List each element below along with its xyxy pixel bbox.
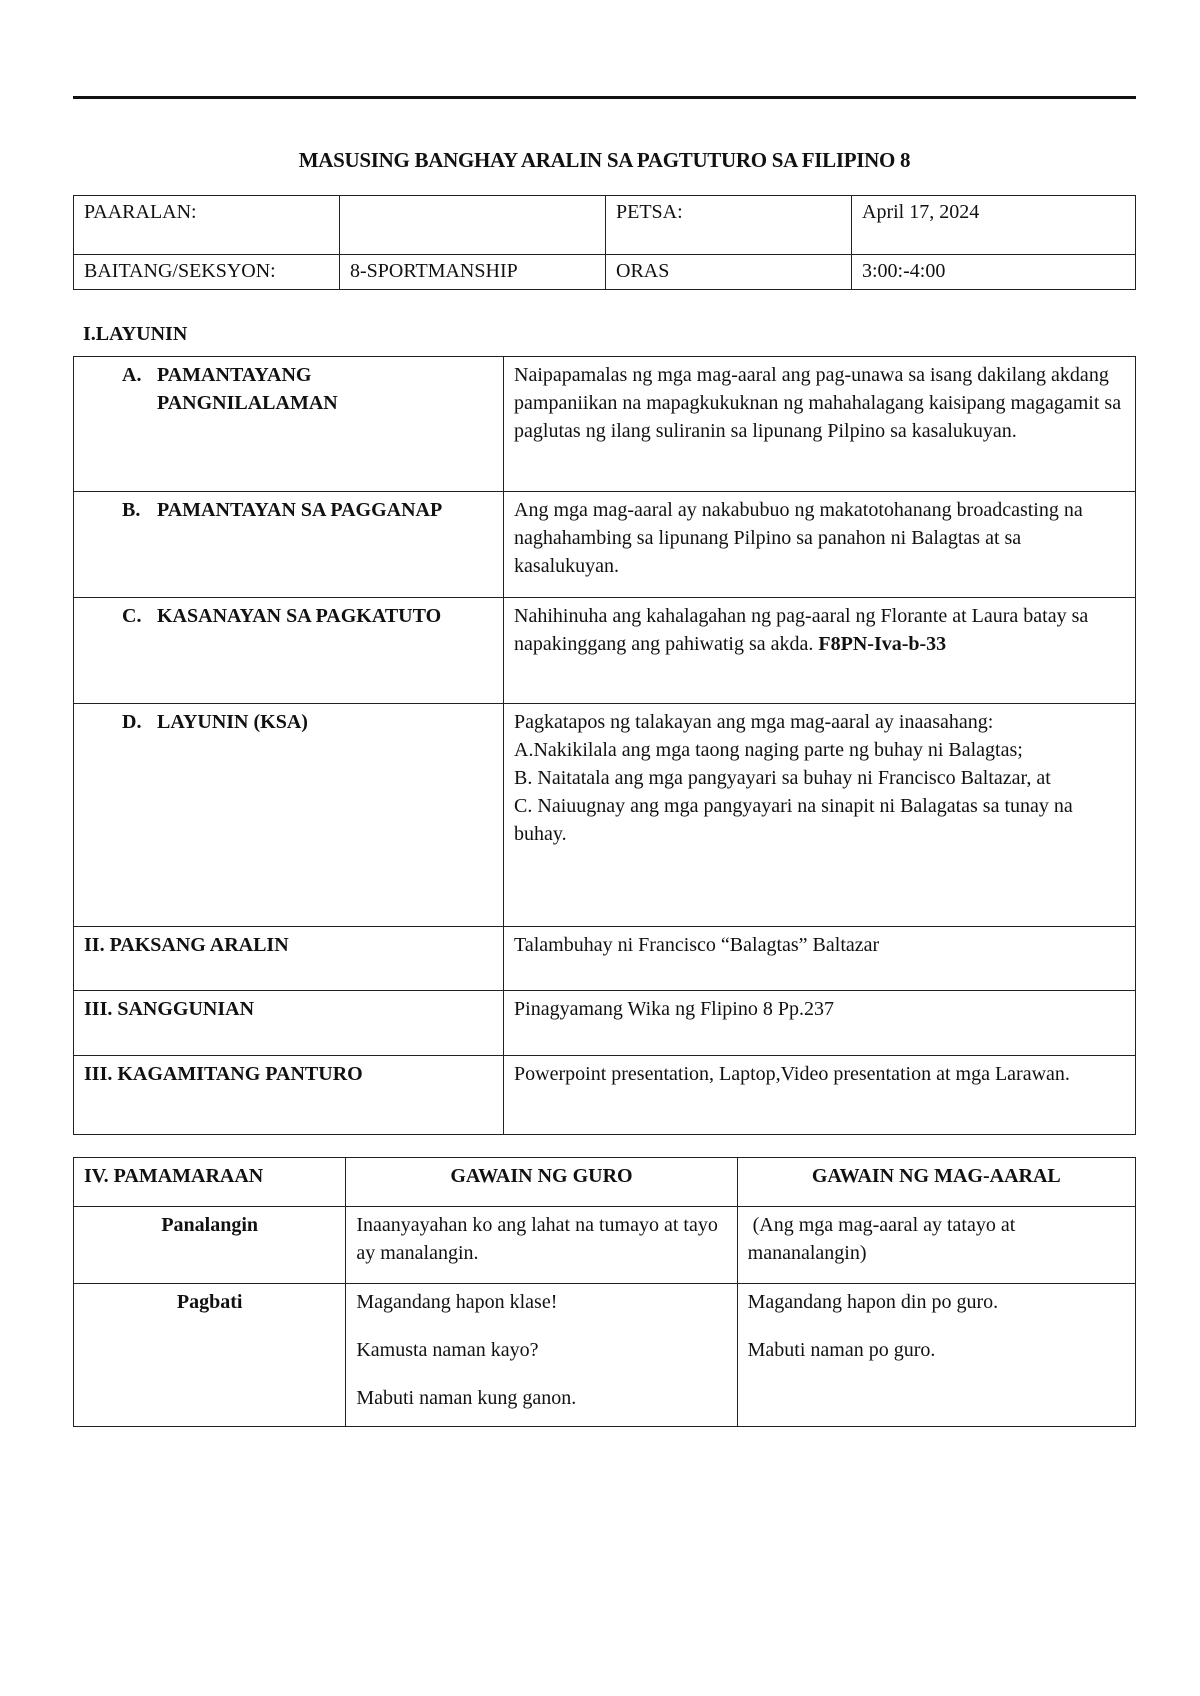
date-value: April 17, 2024 [852, 196, 1136, 255]
objective-row [74, 492, 1136, 598]
student-line: Mabuti naman po guro. [747, 1339, 936, 1361]
row-value: Pinagyamang Wika ng Flipino 8 Pp.237 [504, 991, 1136, 1056]
objective-letter: A. [122, 364, 142, 386]
objectives-table [73, 356, 1136, 1135]
objective-letter: D. [122, 711, 142, 733]
objective-text: Naipapamalas ng mga mag-aaral ang pag-unawa sa isang dakilang akdang pampaniikan na mapagkukuknan ng mahahalagang kaisipang magagamit sa paglutas ng ilang suliranin sa lipunang Pilpino sa kasalukuyan. [504, 357, 1136, 492]
objective-letter: B. [122, 499, 141, 521]
info-table [73, 195, 1136, 290]
school-label: PAARALAN: [74, 196, 340, 255]
student-line: (Ang mga mag-aaral ay tatayo at mananalangin) [747, 1214, 1021, 1264]
teacher-line: Mabuti naman kung ganon. [356, 1387, 577, 1409]
date-label: PETSA: [606, 196, 852, 255]
top-rule [73, 96, 1136, 99]
ksa-item: A.Nakikilala ang mga taong naging parte ng buhay ni Balagtas; [514, 739, 1023, 761]
row-label: II. PAKSANG ARALIN [74, 927, 504, 991]
objective-row [74, 598, 1136, 704]
time-label: ORAS [606, 255, 852, 290]
step-label: Pagbati [74, 1284, 346, 1427]
header-gawain-mag-aaral: GAWAIN NG MAG-AARAL [737, 1158, 1135, 1207]
teacher-line: Kamusta naman kayo? [356, 1339, 539, 1361]
procedure-header-row [74, 1158, 1136, 1207]
objective-text: Ang mga mag-aaral ay nakabubuo ng makatotohanang broadcasting na naghahambing sa lipunang Pilpino sa panahon ni Balagtas at sa kasalukuyan. [504, 492, 1136, 598]
ksa-item: C. Naiuugnay ang mga pangyayari na sinapit ni Balagatas sa tunay na buhay. [514, 795, 1073, 845]
teacher-line: Inaanyayahan ko ang lahat na tumayo at tayo ay manalangin. [356, 1214, 718, 1264]
ksa-item: B. Naitatala ang mga pangyayari sa buhay ni Francisco Baltazar, at [514, 767, 1051, 789]
row-value: Powerpoint presentation, Laptop,Video presentation at mga Larawan. [504, 1056, 1136, 1135]
teacher-line: Magandang hapon klase! [356, 1291, 558, 1313]
grade-value: 8-SPORTMANSHIP [340, 255, 606, 290]
step-label: Panalangin [74, 1207, 346, 1284]
time-value: 3:00:-4:00 [852, 255, 1136, 290]
section-layunin: I.LAYUNIN [83, 323, 188, 345]
row-label: III. KAGAMITANG PANTURO [74, 1056, 504, 1135]
objective-row [74, 704, 1136, 927]
objective-label: KASANAYAN SA PAGKATUTO [157, 605, 442, 627]
document-title: MASUSING BANGHAY ARALIN SA PAGTUTURO SA FILIPINO 8 [298, 148, 911, 172]
objective-text: Nahihinuha ang kahalagahan ng pag-aaral ng Florante at Laura batay sa napakinggang ang pahiwatig sa akda. [514, 605, 1089, 655]
student-line: Magandang hapon din po guro. [747, 1291, 999, 1313]
procedure-table [73, 1157, 1136, 1427]
objective-label: PAMANTAYAN SA PAGGANAP [157, 499, 443, 521]
row-value: Talambuhay ni Francisco “Balagtas” Baltazar [504, 927, 1136, 991]
header-pamamaraan: IV. PAMAMARAAN [74, 1158, 346, 1207]
row-label: III. SANGGUNIAN [74, 991, 504, 1056]
ksa-intro: Pagkatapos ng talakayan ang mga mag-aaral ay inaasahang: [514, 711, 994, 733]
objective-label: LAYUNIN (KSA) [157, 711, 308, 733]
objective-row [74, 357, 1136, 492]
objective-label: PAMANTAYANG PANGNILALAMAN [157, 364, 338, 414]
procedure-row [74, 1284, 1136, 1427]
info-row-paksa [74, 927, 1136, 991]
header-gawain-guro: GAWAIN NG GURO [346, 1158, 737, 1207]
info-row-sanggunian [74, 991, 1136, 1056]
procedure-row [74, 1207, 1136, 1284]
school-value [340, 196, 606, 255]
competency-code: F8PN-Iva-b-33 [818, 633, 947, 655]
objective-letter: C. [122, 605, 142, 627]
info-row-kagamitan [74, 1056, 1136, 1135]
grade-label: BAITANG/SEKSYON: [74, 255, 340, 290]
